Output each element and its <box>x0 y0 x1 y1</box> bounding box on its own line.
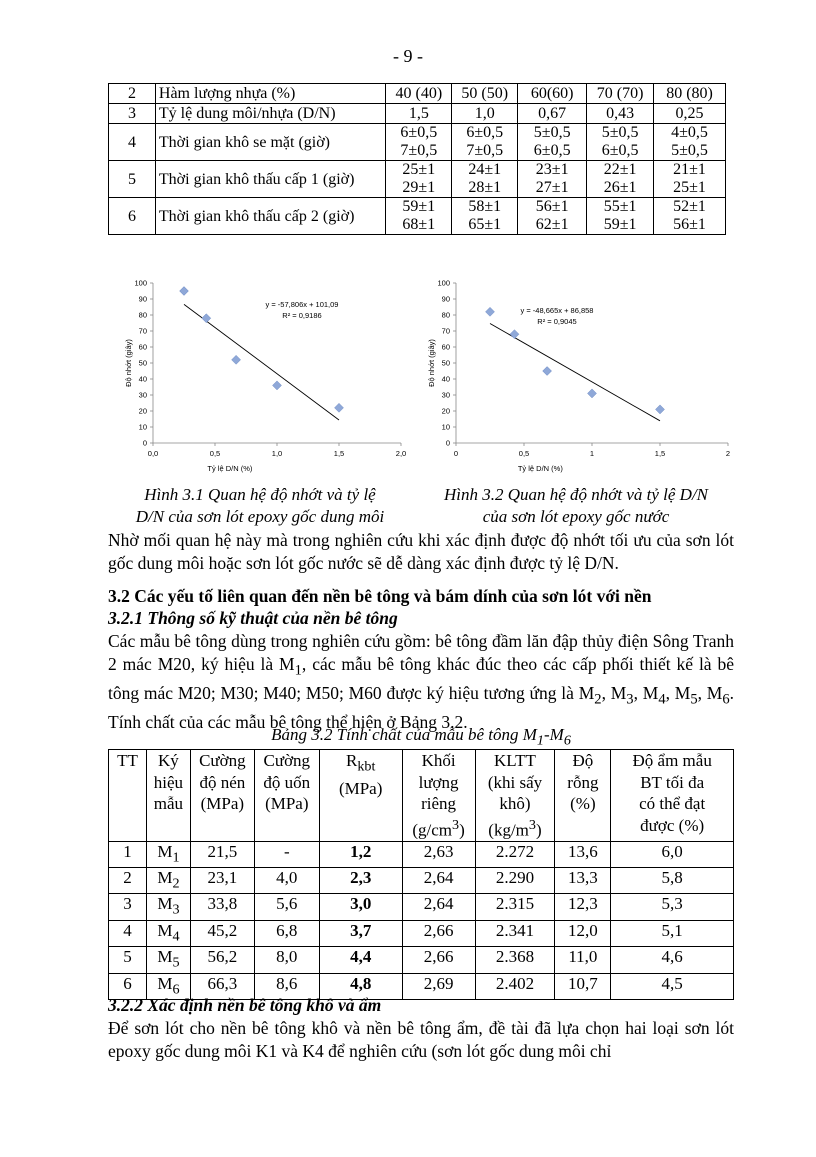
x-axis-label: Tỷ lệ D/N (%) <box>207 464 253 473</box>
viscosity-chart-solvent <box>112 278 412 478</box>
sample-index: 4 <box>172 928 180 945</box>
data-point <box>335 403 344 412</box>
cell-rkbt: 3,7 <box>319 920 402 946</box>
cell-uon: 8,6 <box>254 973 319 999</box>
y-tick-label: 40 <box>441 374 450 384</box>
cell-line: 4±0,5 <box>671 124 708 141</box>
viscosity-chart-water <box>418 278 734 478</box>
cell-sample <box>146 947 190 973</box>
cell-line: 0,43 <box>606 105 635 122</box>
header-line: có thể đạt <box>639 794 706 813</box>
cell-da: 4,5 <box>611 973 734 999</box>
header-line: độ nén <box>199 772 246 792</box>
cell-dr: 13,6 <box>555 841 611 867</box>
row-property: Thời gian khô se mặt (giờ) <box>155 124 385 161</box>
page-number: - 9 - <box>393 46 423 66</box>
cell-line: 24±1 <box>468 161 502 178</box>
x-tick-label: 0 <box>453 449 459 458</box>
header-cuong-do-uon <box>254 750 319 842</box>
table-row <box>109 841 734 867</box>
cell-line: 70 (70) <box>596 85 644 102</box>
cell-uon: 4,0 <box>254 868 319 894</box>
cell-line: 7±0,5 <box>466 142 504 159</box>
cell-line: 0,25 <box>675 105 704 122</box>
trend-equation: y = -48,665x + 86,858 <box>520 306 594 315</box>
header-r: R <box>345 751 358 770</box>
cell-line: 23±1 <box>535 161 569 178</box>
data-point <box>180 287 189 296</box>
data-point <box>588 389 597 398</box>
y-tick-label: 20 <box>441 406 450 416</box>
cell-da: 5,1 <box>611 920 734 946</box>
y-tick-label: 20 <box>138 406 147 416</box>
cell-line: 7±0,5 <box>400 142 438 159</box>
table-cell <box>452 124 518 161</box>
sample-letter: M <box>157 973 173 993</box>
y-tick-label: 90 <box>441 294 450 304</box>
table-cell <box>518 124 587 161</box>
para-text: , các mẫu bê tông khác đúc theo các cấp phối thiết kế là bê tông mác M20; M30; M40; M50; M60 được ký hiệu tương ứng là M <box>108 653 734 703</box>
row-property: Hàm lượng nhựa (%) <box>155 84 385 104</box>
x-tick-label: 1,5 <box>654 449 666 458</box>
table-cell <box>587 124 654 161</box>
table-row <box>109 84 726 104</box>
table-cell <box>452 161 518 198</box>
cell-tt: 4 <box>109 920 147 946</box>
data-point <box>202 314 211 323</box>
table-cell <box>452 104 518 124</box>
cell-sample <box>146 841 190 867</box>
cell-line: 5±0,5 <box>671 142 708 159</box>
y-tick-label: 60 <box>138 342 147 352</box>
header-rkbt <box>319 750 402 842</box>
table-cell <box>386 161 452 198</box>
header-line: riêng <box>421 794 457 813</box>
y-tick-label: 30 <box>138 390 147 400</box>
table-row <box>109 894 734 920</box>
cell-uon: 6,8 <box>254 920 319 946</box>
table-cell <box>654 104 726 124</box>
x-tick-label: 1,0 <box>271 449 283 458</box>
cell-line: 1,0 <box>474 105 495 122</box>
y-tick-label: 10 <box>441 422 450 432</box>
cell-line: 52±1 <box>673 198 706 215</box>
y-tick-label: 90 <box>138 294 147 304</box>
y-tick-label: 70 <box>138 326 147 336</box>
cell-kl: 2,69 <box>402 973 475 999</box>
sample-index: 6 <box>172 981 180 997</box>
figure-3-1-caption <box>112 484 408 528</box>
x-tick-label: 2,0 <box>395 449 407 458</box>
cell-line: 56±1 <box>673 216 706 233</box>
y-tick-label: 50 <box>138 358 147 368</box>
header-do-rong <box>555 750 611 842</box>
cell-line: 59±1 <box>603 216 637 233</box>
table-cell <box>518 104 587 124</box>
cell-line: 6±0,5 <box>466 124 504 141</box>
row-property: Tỷ lệ dung môi/nhựa (D/N) <box>155 104 385 124</box>
row-property: Thời gian khô thấu cấp 1 (giờ) <box>155 161 385 198</box>
header-line: lượng <box>418 772 459 792</box>
caption-text: -M <box>544 725 564 744</box>
cell-tt: 5 <box>109 947 147 973</box>
caption-line: của sơn lót epoxy gốc nước <box>482 507 670 526</box>
cell-kltt: 2.290 <box>475 868 555 894</box>
header-ky-hieu <box>146 750 190 842</box>
cell-line: 50 (50) <box>461 85 509 102</box>
y-tick-label: 30 <box>441 390 450 400</box>
x-tick-label: 0,5 <box>518 449 530 458</box>
header-line: Cường <box>199 751 246 770</box>
cell-sample <box>146 868 190 894</box>
cell-dr: 12,0 <box>555 920 611 946</box>
cell-dr: 10,7 <box>555 973 611 999</box>
cell-nen: 45,2 <box>190 920 254 946</box>
table-row <box>109 161 726 198</box>
table-cell <box>654 124 726 161</box>
y-tick-label: 100 <box>134 278 147 288</box>
header-line: (MPa) <box>338 778 383 798</box>
heading-3-2-2: 3.2.2 Xác định nền bê tông khô và ẩm <box>108 995 382 1015</box>
y-tick-label: 80 <box>138 310 147 320</box>
cell-line: 27±1 <box>535 179 569 196</box>
cell-line: 80 (80) <box>666 85 713 102</box>
header-cuong-do-nen <box>190 750 254 842</box>
header-tt: TT <box>109 750 147 842</box>
sample-index: 3 <box>172 901 180 918</box>
cell-dr: 13,3 <box>555 868 611 894</box>
row-number: 3 <box>109 104 156 124</box>
cell-kl: 2,64 <box>402 868 475 894</box>
x-tick-label: 1,5 <box>333 449 345 458</box>
header-line: (MPa) <box>265 794 309 813</box>
data-point <box>232 355 241 364</box>
header-line: BT tối đa <box>640 772 705 792</box>
cell-uon: - <box>254 841 319 867</box>
cell-line: 28±1 <box>468 179 502 196</box>
cell-line: 6±0,5 <box>533 142 571 159</box>
cell-da: 5,3 <box>611 894 734 920</box>
table-row <box>109 124 726 161</box>
header-do-am <box>611 750 734 842</box>
cell-line: 62±1 <box>535 216 569 233</box>
sample-index: 5 <box>172 954 180 971</box>
row-number: 2 <box>109 84 156 104</box>
x-axis-label: Tỷ lệ D/N (%) <box>517 464 563 473</box>
cell-line: 6±0,5 <box>601 142 639 159</box>
cell-nen: 33,8 <box>190 894 254 920</box>
trend-equation: y = -57,806x + 101,09 <box>265 300 339 309</box>
y-tick-label: 10 <box>138 422 147 432</box>
cell-line: 6±0,5 <box>400 124 438 141</box>
data-point <box>486 307 495 316</box>
cell-line: 26±1 <box>603 179 637 196</box>
cell-da: 4,6 <box>611 947 734 973</box>
header-r-sub: kbt <box>357 758 376 775</box>
cell-rkbt: 4,8 <box>319 973 402 999</box>
caption-line: Hình 3.1 Quan hệ độ nhớt và tỷ lệ <box>144 485 376 504</box>
cell-uon: 8,0 <box>254 947 319 973</box>
cell-line: 5±0,5 <box>533 124 571 141</box>
cell-kltt: 2.272 <box>475 841 555 867</box>
cell-line: 68±1 <box>402 216 436 233</box>
cell-line: 25±1 <box>402 161 436 178</box>
y-tick-label: 40 <box>138 374 147 384</box>
header-line: KLTT <box>494 751 536 770</box>
table-row <box>109 868 734 894</box>
header-line: khô) <box>499 794 531 813</box>
cell-line: 56±1 <box>535 198 569 215</box>
cell-nen: 21,5 <box>190 841 254 867</box>
table-cell <box>654 84 726 104</box>
sample-index: 2 <box>172 875 180 892</box>
y-axis-label: Độ nhớt (giây) <box>427 339 436 387</box>
x-tick-label: 0,5 <box>209 449 221 458</box>
y-tick-label: 70 <box>441 326 450 336</box>
x-tick-label: 1 <box>589 449 595 458</box>
cell-kltt: 2.341 <box>475 920 555 946</box>
paragraph-concrete-samples: Các mẫu bê tông dùng trong nghiên cứu gồm: bê tông đầm lăn đập thủy điện Sông Tranh 2 mác M20, ký hiệu là $M_1$, các mẫu bê tông khác đúc theo các cấp phối thiết kế là bê tông mác M20; M30; M40; M50; M60 được ký hiệu tương ứng là $M_2$, $M_3$, $M_4$, $M_5$, $M_6$. Tính chất của các mẫu bê tông thể hiện ở Bảng 3.2. <box>108 631 735 732</box>
cell-line: 60(60) <box>530 85 574 102</box>
cell-rkbt: 3,0 <box>319 894 402 920</box>
table-cell <box>587 161 654 198</box>
header-line: (khi sấy <box>487 772 543 792</box>
cell-line: 65±1 <box>468 216 502 233</box>
header-line: được (%) <box>640 815 705 835</box>
cell-line: 25±1 <box>673 179 706 196</box>
cell-kl: 2,66 <box>402 947 475 973</box>
cell-tt: 1 <box>109 841 147 867</box>
paragraph-dry-wet-concrete: Để sơn lót cho nền bê tông khô và nền bê tông ẩm, đề tài đã lựa chọn hai loại sơn lót epoxy gốc dung môi K1 và K4 để nghiên cứu (sơn lót gốc dung môi chỉ <box>108 1018 734 1061</box>
y-tick-label: 60 <box>441 342 450 352</box>
cell-kl: 2,66 <box>402 920 475 946</box>
heading-3-2: 3.2 Các yếu tố liên quan đến nền bê tông và bám dính của sơn lót với nền <box>108 586 652 606</box>
header-line: (MPa) <box>200 794 245 813</box>
header-line: Độ <box>572 751 594 770</box>
cell-rkbt: 4,4 <box>319 947 402 973</box>
cell-kl: 2,63 <box>402 841 475 867</box>
cell-tt: 2 <box>109 868 147 894</box>
cell-line: 22±1 <box>603 161 637 178</box>
cell-line: 59±1 <box>402 198 436 215</box>
sample-letter: M <box>157 868 173 888</box>
header-line: (%) <box>570 794 596 813</box>
cell-kltt: 2.315 <box>475 894 555 920</box>
r-squared: R² = 0,9045 <box>537 317 577 326</box>
header-line: Cường <box>263 751 311 770</box>
data-point <box>273 381 282 390</box>
table-cell <box>452 84 518 104</box>
paragraph-dn-relation: Nhờ mối quan hệ này mà trong nghiên cứu khi xác định được độ nhớt tối ưu của sơn lót gốc dung môi hoặc sơn lót gốc nước sẽ dễ dàng xác định được tỷ lệ D/N. <box>108 530 734 573</box>
table-row <box>109 198 726 235</box>
table-cell <box>386 198 452 235</box>
cell-line: 0,67 <box>538 105 567 122</box>
cell-dr: 11,0 <box>555 947 611 973</box>
table-cell <box>654 161 726 198</box>
cell-kltt: 2.368 <box>475 947 555 973</box>
header-line: mẫu <box>153 794 184 813</box>
para-text: . Tính chất của các mẫu bê tông thể hiện ở Bảng 3.2. <box>108 682 735 732</box>
row-number: 5 <box>109 161 156 198</box>
table-cell <box>518 161 587 198</box>
properties-table <box>108 83 726 235</box>
sample-index: 1 <box>172 849 180 866</box>
y-tick-label: 50 <box>441 358 450 368</box>
cell-tt: 6 <box>109 973 147 999</box>
figure-3-2-caption <box>414 484 738 528</box>
trendline <box>490 323 660 420</box>
cell-dr: 12,3 <box>555 894 611 920</box>
cell-kltt: 2.402 <box>475 973 555 999</box>
x-tick-label: 2 <box>725 449 731 458</box>
header-line: Độ ẩm mẫu <box>632 751 712 770</box>
table-cell <box>518 198 587 235</box>
y-tick-label: 0 <box>142 438 147 448</box>
row-number: 6 <box>109 198 156 235</box>
sample-letter: M <box>157 894 173 914</box>
header-unit: (g/cm <box>412 820 453 840</box>
heading-3-2-1: 3.2.1 Thông số kỹ thuật của nền bê tông <box>108 608 398 628</box>
header-line: Ký <box>158 751 179 770</box>
cell-line: 58±1 <box>468 198 502 215</box>
caption-line: Hình 3.2 Quan hệ độ nhớt và tỷ lệ D/N <box>443 485 709 504</box>
cell-line: 21±1 <box>673 161 706 178</box>
table-cell <box>386 84 452 104</box>
table-cell <box>587 198 654 235</box>
cell-line: 1,5 <box>408 105 429 122</box>
cell-line: 40 (40) <box>395 85 443 102</box>
sample-letter: M <box>157 841 173 861</box>
row-number: 4 <box>109 124 156 161</box>
header-line: rỗng <box>567 772 599 792</box>
y-tick-label: 80 <box>441 310 450 320</box>
cell-sample <box>146 920 190 946</box>
table-cell <box>386 104 452 124</box>
sample-letter: M <box>157 920 173 940</box>
table-cell <box>587 104 654 124</box>
cell-line: 55±1 <box>603 198 637 215</box>
cell-nen: 66,3 <box>190 973 254 999</box>
cell-kl: 2,64 <box>402 894 475 920</box>
header-line: Khối <box>421 751 456 770</box>
caption-line: D/N của sơn lót epoxy gốc dung môi <box>135 507 385 526</box>
sample-letter: M <box>157 947 173 967</box>
r-squared: R² = 0,9186 <box>282 311 322 320</box>
row-property: Thời gian khô thấu cấp 2 (giờ) <box>155 198 385 235</box>
header-unit: (kg/m <box>488 820 529 840</box>
header-unit: ) <box>535 820 542 840</box>
y-axis-label: Độ nhớt (giây) <box>124 339 133 387</box>
table-cell <box>654 198 726 235</box>
table-header-row <box>109 750 734 842</box>
caption-text: Bảng 3.2 Tính chất của mẫu bê tông M <box>271 725 537 744</box>
para-text: Các mẫu bê tông dùng trong nghiên cứu gồm: bê tông đầm lăn đập thủy điện Sông Tranh 2 mác M20, ký hiệu là M <box>108 631 734 674</box>
table-row <box>109 947 734 973</box>
cell-nen: 23,1 <box>190 868 254 894</box>
data-point <box>656 405 665 414</box>
concrete-properties-table <box>108 749 734 1000</box>
cell-nen: 56,2 <box>190 947 254 973</box>
header-kltt: KLTT (khi sấy khô) $(kg/m^3)$ <box>475 750 555 842</box>
data-point <box>543 367 552 376</box>
table-cell <box>587 84 654 104</box>
header-khoi-luong-rieng: Khối lượng riêng $(g/cm^3)$ <box>402 750 475 842</box>
y-tick-label: 100 <box>437 278 450 288</box>
cell-rkbt: 2,3 <box>319 868 402 894</box>
cell-da: 6,0 <box>611 841 734 867</box>
cell-sample <box>146 894 190 920</box>
x-tick-label: 0,0 <box>147 449 159 458</box>
cell-line: 5±0,5 <box>601 124 639 141</box>
header-line: độ uốn <box>263 772 311 792</box>
cell-da: 5,8 <box>611 868 734 894</box>
table-cell <box>518 84 587 104</box>
table-cell <box>386 124 452 161</box>
table-row <box>109 920 734 946</box>
y-tick-label: 0 <box>445 438 450 448</box>
cell-tt: 3 <box>109 894 147 920</box>
data-point <box>510 330 519 339</box>
header-line: hiệu <box>153 772 184 792</box>
table-row <box>109 104 726 124</box>
cell-rkbt: 1,2 <box>319 841 402 867</box>
header-unit: ) <box>459 820 465 840</box>
table-cell <box>452 198 518 235</box>
cell-uon: 5,6 <box>254 894 319 920</box>
cell-line: 29±1 <box>402 179 436 196</box>
table-3-2-caption: Bảng 3.2 Tính chất của mẫu bê tông $M_1-M_6$ <box>271 725 571 749</box>
